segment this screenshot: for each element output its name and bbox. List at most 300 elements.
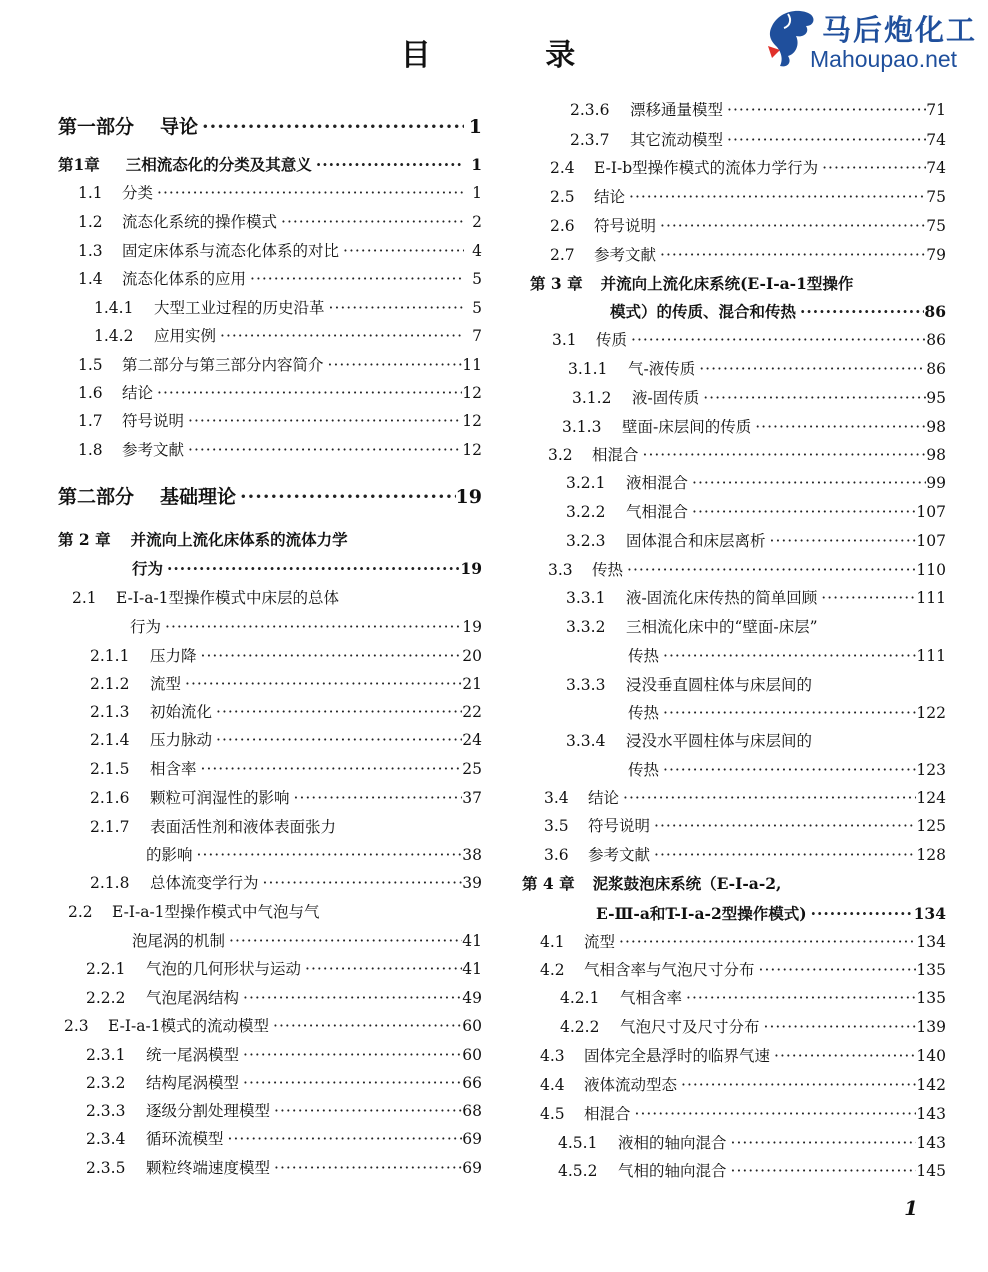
toc-title: 压力降 xyxy=(150,647,197,665)
toc-entry-chapter-2[interactable] xyxy=(58,530,482,550)
toc-number: 1.7 xyxy=(78,412,103,430)
toc-number: 2.1.6 xyxy=(90,789,130,807)
toc-page: 111 xyxy=(916,647,946,665)
toc-number: 3.3 xyxy=(548,561,573,579)
toc-page: 11 xyxy=(462,356,482,374)
toc-entry[interactable] xyxy=(566,588,946,608)
toc-entry[interactable] xyxy=(570,100,946,120)
leader-dots xyxy=(153,183,464,203)
toc-entry[interactable] xyxy=(94,326,482,346)
toc-entry-continuation[interactable] xyxy=(132,931,482,951)
toc-number: 1.1 xyxy=(78,184,103,202)
leader-dots xyxy=(212,730,462,750)
leader-dots xyxy=(770,1046,916,1066)
toc-title: 漂移通量模型 xyxy=(630,101,724,119)
leader-dots xyxy=(755,960,917,980)
toc-entry-continuation[interactable] xyxy=(628,646,946,666)
toc-page: 99 xyxy=(926,474,946,492)
toc-entry[interactable] xyxy=(566,731,946,751)
toc-number: 第一部分 xyxy=(58,116,135,138)
toc-number: 3.2.2 xyxy=(566,503,606,521)
leader-dots xyxy=(270,1101,462,1121)
toc-number: 2.1.5 xyxy=(90,760,130,778)
toc-entry[interactable] xyxy=(560,1017,946,1037)
toc-entry[interactable] xyxy=(544,845,946,865)
toc-number: 1.3 xyxy=(78,242,103,260)
leader-dots xyxy=(760,1017,917,1037)
toc-entry[interactable] xyxy=(566,617,946,637)
toc-entry[interactable] xyxy=(78,269,482,289)
toc-entry[interactable] xyxy=(78,411,482,431)
toc-title: 符号说明 xyxy=(594,217,657,235)
toc-title: 行为 xyxy=(130,618,162,636)
toc-title: 应用实例 xyxy=(154,327,217,345)
toc-page: 123 xyxy=(916,761,946,779)
toc-entry[interactable] xyxy=(550,216,946,236)
toc-page: 134 xyxy=(916,933,946,951)
leader-dots xyxy=(766,531,917,551)
toc-title: 液-固传质 xyxy=(632,389,700,407)
toc-title: 气-液传质 xyxy=(628,360,696,378)
logo-text-cn: 马后炮化工 xyxy=(822,13,978,47)
toc-entry[interactable] xyxy=(86,1129,482,1149)
toc-number: 2.1.3 xyxy=(90,703,130,721)
leader-dots xyxy=(627,330,926,350)
toc-number: 2.3.1 xyxy=(86,1046,126,1064)
toc-title: 传热 xyxy=(628,647,660,665)
toc-entry[interactable] xyxy=(558,1133,946,1153)
toc-page: 128 xyxy=(916,846,946,864)
toc-page: 98 xyxy=(926,418,946,436)
toc-entry[interactable] xyxy=(78,183,482,203)
toc-page: 95 xyxy=(926,389,946,407)
toc-page: 140 xyxy=(916,1047,946,1065)
toc-entry-continuation[interactable] xyxy=(610,302,946,322)
toc-title: 结论 xyxy=(594,188,626,206)
toc-number: 3.2 xyxy=(548,446,573,464)
toc-title: 压力脉动 xyxy=(150,731,213,749)
toc-title: 气相含率 xyxy=(620,989,683,1007)
toc-entry[interactable] xyxy=(90,674,482,694)
toc-title: 浸没水平圆柱体与床层间的 xyxy=(626,732,813,750)
toc-title: 液相混合 xyxy=(626,474,689,492)
toc-entry[interactable] xyxy=(566,531,946,551)
toc-entry[interactable] xyxy=(90,873,482,893)
toc-number: 2.2.1 xyxy=(86,960,126,978)
toc-title: E-I-a-1型操作模式中气泡与气 xyxy=(112,903,320,921)
leader-dots xyxy=(659,703,916,723)
toc-page: 22 xyxy=(462,703,482,721)
toc-page: 12 xyxy=(462,384,482,402)
toc-entry[interactable] xyxy=(566,473,946,493)
leader-dots xyxy=(163,559,460,579)
toc-number: 3.1.1 xyxy=(568,360,608,378)
leader-dots xyxy=(625,187,926,207)
toc-number: 4.2.2 xyxy=(560,1018,600,1036)
toc-entry[interactable] xyxy=(72,588,482,608)
toc-page: 12 xyxy=(462,441,482,459)
toc-number: 2.3.3 xyxy=(86,1102,126,1120)
toc-title: E-I-b型操作模式的流体力学行为 xyxy=(594,159,819,177)
toc-entry-part-1[interactable] xyxy=(58,117,482,137)
leader-dots xyxy=(727,1133,917,1153)
toc-title: 气相的轴向混合 xyxy=(618,1162,727,1180)
toc-number: 1.5 xyxy=(78,356,103,374)
toc-title: E-I-a-1型操作模式中床层的总体 xyxy=(116,589,340,607)
toc-page: 41 xyxy=(462,932,482,950)
toc-title: 相混合 xyxy=(592,446,639,464)
toc-page: 124 xyxy=(916,789,946,807)
toc-entry-continuation[interactable] xyxy=(628,703,946,723)
leader-dots xyxy=(699,388,926,408)
toc-number: 1.8 xyxy=(78,441,103,459)
toc-page: 4 xyxy=(472,242,482,260)
toc-entry[interactable] xyxy=(540,932,946,952)
leader-dots xyxy=(269,1016,462,1036)
toc-page: 107 xyxy=(916,503,946,521)
toc-entry[interactable] xyxy=(544,788,946,808)
toc-entry[interactable] xyxy=(548,560,946,580)
toc-number: 1.6 xyxy=(78,384,103,402)
toc-number: 3.1.3 xyxy=(562,418,602,436)
toc-entry[interactable] xyxy=(64,1016,482,1036)
toc-page: 79 xyxy=(926,246,946,264)
leader-dots xyxy=(312,155,464,175)
toc-entry-continuation[interactable] xyxy=(130,617,482,637)
toc-page: 143 xyxy=(916,1134,946,1152)
toc-number: 3.3.4 xyxy=(566,732,606,750)
leader-dots xyxy=(656,216,926,236)
toc-number: 2.2 xyxy=(68,903,93,921)
toc-number: 2.7 xyxy=(550,246,575,264)
toc-entry[interactable] xyxy=(86,1158,482,1178)
toc-page: 69 xyxy=(462,1159,482,1177)
toc-number: 第 3 章 xyxy=(530,274,583,293)
leader-dots xyxy=(184,411,462,431)
leader-dots xyxy=(324,355,463,375)
toc-number: 2.1 xyxy=(72,589,97,607)
toc-title: 参考文献 xyxy=(122,441,185,459)
toc-page: 37 xyxy=(462,789,482,807)
toc-page: 19 xyxy=(460,559,482,578)
toc-page: 111 xyxy=(916,589,946,607)
toc-page: 19 xyxy=(462,618,482,636)
toc-entry-part-2[interactable] xyxy=(58,487,482,507)
toc-title: 浸没垂直圆柱体与床层间的 xyxy=(626,676,813,694)
toc-number: 3.2.1 xyxy=(566,474,606,492)
toc-page: 74 xyxy=(926,131,946,149)
toc-page: 86 xyxy=(926,360,946,378)
toc-entry[interactable] xyxy=(540,1046,946,1066)
leader-dots xyxy=(695,359,926,379)
toc-entry[interactable] xyxy=(90,788,482,808)
leader-dots xyxy=(723,130,926,150)
toc-title: 并流向上流化床体系的流体力学 xyxy=(130,530,348,549)
toc-title: 结论 xyxy=(122,384,154,402)
leader-dots xyxy=(650,845,916,865)
leader-dots xyxy=(153,383,462,403)
toc-entry[interactable] xyxy=(540,1104,946,1124)
toc-number: 第 2 章 xyxy=(58,530,111,549)
toc-page: 1 xyxy=(472,184,482,202)
toc-title: 分类 xyxy=(122,184,154,202)
toc-page: 75 xyxy=(926,188,946,206)
toc-page: 145 xyxy=(916,1162,946,1180)
toc-page: 74 xyxy=(926,159,946,177)
toc-title: 颗粒终端速度模型 xyxy=(146,1159,271,1177)
toc-title: 结论 xyxy=(588,789,620,807)
toc-entry[interactable] xyxy=(86,959,482,979)
toc-title: 符号说明 xyxy=(588,817,651,835)
leader-dots xyxy=(239,1073,462,1093)
toc-title: 的影响 xyxy=(146,846,193,864)
toc-page: 24 xyxy=(462,731,482,749)
toc-entry[interactable] xyxy=(550,187,946,207)
toc-entry[interactable] xyxy=(90,730,482,750)
toc-number: 2.1.4 xyxy=(90,731,130,749)
toc-page: 39 xyxy=(462,874,482,892)
toc-title: 固体完全悬浮时的临界气速 xyxy=(584,1047,771,1065)
leader-dots xyxy=(817,588,916,608)
toc-entry[interactable] xyxy=(540,1075,946,1095)
toc-number: 4.3 xyxy=(540,1047,565,1065)
toc-page: 125 xyxy=(916,817,946,835)
toc-title: 参考文献 xyxy=(594,246,657,264)
leader-dots xyxy=(631,1104,917,1124)
toc-entry[interactable] xyxy=(540,960,946,980)
toc-title: 流型 xyxy=(150,675,182,693)
leader-dots xyxy=(656,245,926,265)
toc-page: 12 xyxy=(462,412,482,430)
toc-entry[interactable] xyxy=(572,388,946,408)
toc-page: 5 xyxy=(472,270,482,288)
toc-entry[interactable] xyxy=(78,355,482,375)
toc-number: 3.2.3 xyxy=(566,532,606,550)
leader-dots xyxy=(615,932,916,952)
leader-dots xyxy=(216,326,464,346)
toc-title: 传质 xyxy=(596,331,628,349)
toc-entry[interactable] xyxy=(68,902,482,922)
leader-dots xyxy=(818,158,926,178)
toc-number: 4.5 xyxy=(540,1105,565,1123)
toc-number: 4.5.2 xyxy=(558,1162,598,1180)
toc-title: E-Ⅲ-a和T-I-a-2型操作模式) xyxy=(596,904,807,923)
toc-page: 143 xyxy=(916,1105,946,1123)
toc-title: 流态化系统的操作模式 xyxy=(122,213,278,231)
toc-title: 壁面-床层间的传质 xyxy=(622,418,752,436)
toc-title: 液体流动型态 xyxy=(584,1076,678,1094)
toc-entry[interactable] xyxy=(86,1101,482,1121)
site-logo xyxy=(766,6,978,76)
leader-dots xyxy=(197,759,463,779)
toc-title: 相含率 xyxy=(150,760,197,778)
toc-title: 颗粒可润湿性的影响 xyxy=(150,789,290,807)
toc-title: 气泡的几何形状与运动 xyxy=(146,960,302,978)
toc-number: 2.3.7 xyxy=(570,131,610,149)
toc-page: 86 xyxy=(924,302,946,321)
leader-dots xyxy=(181,674,462,694)
toc-entry[interactable] xyxy=(550,158,946,178)
toc-page: 135 xyxy=(916,989,946,1007)
toc-page: 7 xyxy=(472,327,482,345)
toc-entry[interactable] xyxy=(90,646,482,666)
toc-number: 1.4 xyxy=(78,270,103,288)
toc-number: 4.2 xyxy=(540,961,565,979)
toc-number: 3.5 xyxy=(544,817,569,835)
toc-page: 38 xyxy=(462,846,482,864)
toc-page: 60 xyxy=(462,1017,482,1035)
toc-title: 参考文献 xyxy=(588,846,651,864)
leader-dots xyxy=(682,988,916,1008)
leader-dots xyxy=(659,760,916,780)
leader-dots xyxy=(277,212,464,232)
toc-number: 2.5 xyxy=(550,188,575,206)
toc-title: 传热 xyxy=(628,761,660,779)
leader-dots xyxy=(259,873,463,893)
toc-number: 1.4.2 xyxy=(94,327,134,345)
toc-page: 134 xyxy=(913,904,946,923)
toc-entry[interactable] xyxy=(570,130,946,150)
toc-entry[interactable] xyxy=(90,759,482,779)
toc-page: 98 xyxy=(926,446,946,464)
toc-number: 3.3.2 xyxy=(566,618,606,636)
leader-dots xyxy=(659,646,916,666)
toc-entry[interactable] xyxy=(562,417,946,437)
leader-dots xyxy=(650,816,916,836)
toc-entry[interactable] xyxy=(86,1045,482,1065)
toc-page: 110 xyxy=(916,561,946,579)
leader-dots xyxy=(677,1075,916,1095)
toc-number: 第1章 xyxy=(58,155,100,174)
toc-number: 2.3 xyxy=(64,1017,89,1035)
toc-page: 5 xyxy=(472,299,482,317)
toc-title: 第二部分与第三部分内容简介 xyxy=(122,356,324,374)
toc-title: 模式）的传质、混合和传热 xyxy=(610,302,797,321)
toc-entry[interactable] xyxy=(78,212,482,232)
leader-dots xyxy=(723,100,926,120)
leader-dots xyxy=(727,1161,917,1181)
toc-title: 并流向上流化床系统(E-I-a-1型操作 xyxy=(600,274,854,293)
toc-title: 统一尾涡模型 xyxy=(146,1046,240,1064)
toc-page: 1 xyxy=(471,155,482,174)
toc-title: 导论 xyxy=(160,116,199,138)
leader-dots xyxy=(623,560,916,580)
toc-number: 2.2.2 xyxy=(86,989,126,1007)
toc-entry-chapter-1[interactable] xyxy=(58,155,482,175)
toc-title: 其它流动模型 xyxy=(630,131,724,149)
toc-title: 三相流态化的分类及其意义 xyxy=(125,155,312,174)
toc-entry[interactable] xyxy=(552,330,946,350)
toc-page: 142 xyxy=(916,1076,946,1094)
leader-dots xyxy=(239,988,462,1008)
toc-number: 3.1.2 xyxy=(572,389,612,407)
toc-title: 固定床体系与流态化体系的对比 xyxy=(122,242,340,260)
toc-entry[interactable] xyxy=(568,359,946,379)
toc-number: 3.3.1 xyxy=(566,589,606,607)
toc-number: 2.3.6 xyxy=(570,101,610,119)
toc-entry[interactable] xyxy=(78,383,482,403)
toc-number: 4.4 xyxy=(540,1076,565,1094)
toc-page: 107 xyxy=(916,532,946,550)
leader-dots xyxy=(161,617,462,637)
page-number: 1 xyxy=(904,1196,918,1220)
toc-entry[interactable] xyxy=(550,245,946,265)
toc-page: 20 xyxy=(462,647,482,665)
toc-entry-continuation[interactable] xyxy=(596,904,946,924)
toc-title: 三相流化床中的“壁面-床层” xyxy=(626,618,818,636)
leader-dots xyxy=(239,1045,462,1065)
toc-entry[interactable] xyxy=(566,675,946,695)
toc-title: 循环流模型 xyxy=(146,1130,224,1148)
toc-entry[interactable] xyxy=(78,440,482,460)
toc-number: 3.1 xyxy=(552,331,577,349)
toc-entry-chapter-3[interactable] xyxy=(530,274,946,294)
toc-page: 122 xyxy=(916,704,946,722)
leader-dots xyxy=(224,1129,463,1149)
leader-dots xyxy=(184,440,462,460)
toc-entry[interactable] xyxy=(90,817,482,837)
toc-number: 第二部分 xyxy=(58,486,135,508)
toc-page: 41 xyxy=(462,960,482,978)
toc-page: 68 xyxy=(462,1102,482,1120)
leader-dots xyxy=(236,487,456,507)
toc-entry[interactable] xyxy=(544,816,946,836)
toc-title: 气泡尺寸及尺寸分布 xyxy=(620,1018,760,1036)
toc-entry-continuation[interactable] xyxy=(628,760,946,780)
toc-entry-continuation[interactable] xyxy=(146,845,482,865)
toc-number: 3.6 xyxy=(544,846,569,864)
leader-dots xyxy=(270,1158,462,1178)
toc-title: 相混合 xyxy=(584,1105,631,1123)
toc-page: 66 xyxy=(462,1074,482,1092)
toc-entry[interactable] xyxy=(86,1073,482,1093)
toc-title: 逐级分割处理模型 xyxy=(146,1102,271,1120)
toc-title: 液相的轴向混合 xyxy=(618,1134,727,1152)
toc-number: 2.3.4 xyxy=(86,1130,126,1148)
toc-number: 1.4.1 xyxy=(94,299,134,317)
toc-entry[interactable] xyxy=(548,445,946,465)
toc-title: 大型工业过程的历史沿革 xyxy=(154,299,325,317)
toc-page: 86 xyxy=(926,331,946,349)
toc-title: 液-固流化床传热的简单回顾 xyxy=(626,589,818,607)
toc-page: 69 xyxy=(462,1130,482,1148)
toc-title: 气相含率与气泡尺寸分布 xyxy=(584,961,755,979)
toc-entry[interactable] xyxy=(94,298,482,318)
leader-dots xyxy=(688,502,916,522)
toc-number: 3.3.3 xyxy=(566,676,606,694)
toc-title: 气泡尾涡结构 xyxy=(146,989,240,1007)
toc-entry-continuation[interactable] xyxy=(132,559,482,579)
toc-page: 75 xyxy=(926,217,946,235)
toc-number: 4.1 xyxy=(540,933,565,951)
toc-entry[interactable] xyxy=(560,988,946,1008)
toc-entry[interactable] xyxy=(78,241,482,261)
toc-number: 2.1.2 xyxy=(90,675,130,693)
toc-title: 泡尾涡的机制 xyxy=(132,932,226,950)
toc-entry[interactable] xyxy=(566,502,946,522)
toc-page: 139 xyxy=(916,1018,946,1036)
toc-entry-chapter-4[interactable] xyxy=(522,874,946,894)
toc-title: 符号说明 xyxy=(122,412,185,430)
toc-entry[interactable] xyxy=(558,1161,946,1181)
toc-entry[interactable] xyxy=(86,988,482,1008)
toc-title: 表面活性剂和液体表面张力 xyxy=(150,818,337,836)
leader-dots xyxy=(688,473,926,493)
toc-entry[interactable] xyxy=(90,702,482,722)
leader-dots xyxy=(301,959,462,979)
toc-page: 25 xyxy=(462,760,482,778)
toc-title: 传热 xyxy=(592,561,624,579)
